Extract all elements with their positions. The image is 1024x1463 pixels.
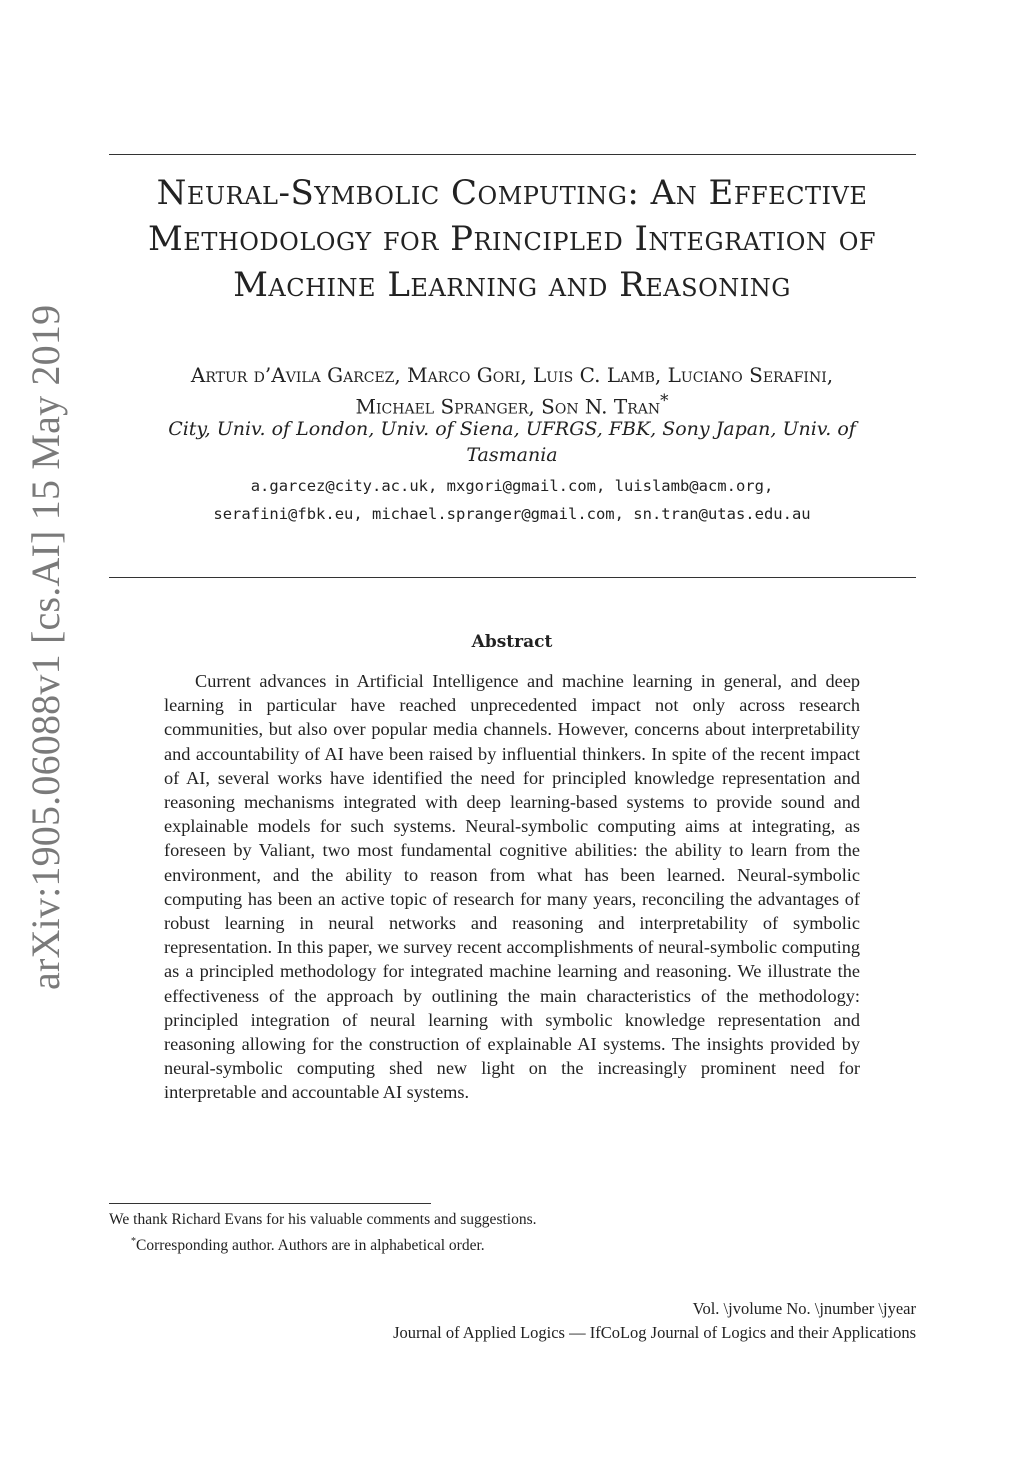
title-top-rule — [109, 154, 916, 155]
footnote-rule — [109, 1203, 431, 1204]
affiliations-line-2: Tasmania — [466, 444, 558, 466]
footnote-corresponding — [109, 1231, 909, 1257]
emails-line-1: a.garcez@city.ac.uk, mxgori@gmail.com, luislamb@acm.org, — [250, 477, 774, 495]
title-line-2: Methodology for Principled Integration of — [147, 219, 877, 259]
journal-info — [393, 1297, 916, 1345]
title-line-3: Machine Learning and Reasoning — [233, 265, 791, 305]
footnote-acknowledgement: We thank Richard Evans for his valuable comments and suggestions. — [109, 1211, 537, 1228]
arxiv-identifier-stamp: arXiv:1905.06088v1 [cs.AI] 15 May 2019 — [23, 304, 68, 990]
corresponding-author-mark: * — [660, 391, 669, 410]
header-bottom-rule — [109, 577, 916, 578]
paper-title — [100, 170, 924, 308]
authors-line-1: Artur d’Avila Garcez, Marco Gori, Luis C. Lamb, Luciano Serafini, — [190, 363, 834, 387]
journal-name-line: Journal of Applied Logics — IfCoLog Journal of Logics and their Applications — [393, 1323, 916, 1342]
footnote-corresponding-mark: * — [131, 1236, 136, 1247]
authors-line-2-text: Michael Spranger, Son N. Tran — [355, 394, 661, 419]
abstract-heading: Abstract — [471, 632, 553, 652]
affiliations-line-1: City, Univ. of London, Univ. of Siena, UFRGS, FBK, Sony Japan, Univ. of — [168, 418, 856, 440]
footnotes — [109, 1209, 909, 1257]
affiliations — [100, 416, 924, 468]
author-emails — [100, 472, 924, 528]
title-line-1: Neural-Symbolic Computing: An Effective — [156, 173, 868, 213]
authors-line-2 — [100, 388, 924, 420]
author-list — [100, 362, 924, 420]
journal-volume-line: Vol. \jvolume No. \jnumber \jyear — [692, 1299, 916, 1318]
footnote-corresponding-text: Corresponding author. Authors are in alphabetical order. — [136, 1237, 485, 1255]
abstract-body: Current advances in Artificial Intelligence and machine learning in general, and deep learning in particular have reached unprecedented impact not only across research communities, but also over popular media channels. However, concerns about interpretability and accountability of AI have been raised by influential thinkers. In spite of the recent impact of AI, several works have identified the need for principled knowledge representation and reasoning mechanisms integrated with deep learning-based systems to provide sound and explainable models for such systems. Neural-symbolic computing aims at integrating, as foreseen by Valiant, two most fundamental cognitive abilities: the ability to learn from the environment, and the ability to reason from what has been learned. Neural-symbolic computing has been an active topic of research for many years, reconciling the advantages of robust learning in neural networks and reasoning and interpretability of symbolic representation. In this paper, we survey recent accomplishments of neural-symbolic computing as a principled methodology for integrated machine learning and reasoning. We illustrate the effectiveness of the approach by outlining the main characteristics of the methodology: principled integration of neural learning with symbolic knowledge representation and reasoning allowing for the construction of explainable AI systems. The insights provided by neural-symbolic computing shed new light on the increasingly prominent need for interpretable and accountable AI systems. — [164, 671, 860, 1103]
emails-line-2: serafini@fbk.eu, michael.spranger@gmail.com, sn.tran@utas.edu.au — [213, 505, 811, 523]
